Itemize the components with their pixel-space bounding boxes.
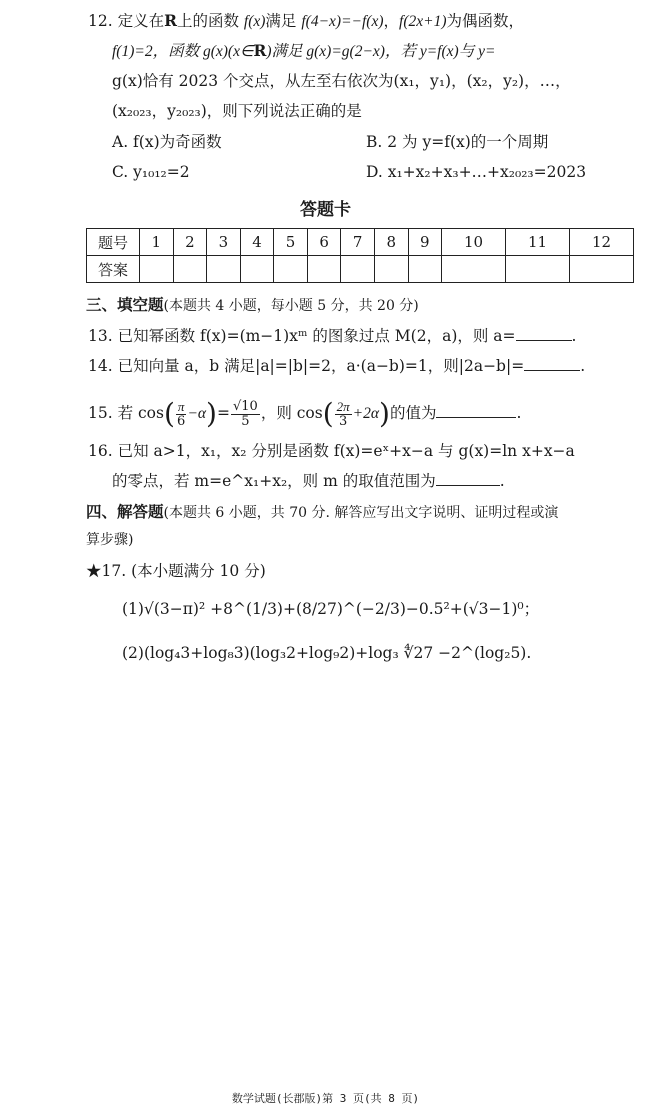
answer-cell[interactable] [569,256,633,283]
q12-text: 满足 [265,12,302,30]
q14-answer-blank[interactable] [524,356,580,371]
q12-text: g(x)恰有 2023 个交点，从左至右依次为(x₁，y₁)，(x₂，y₂)，…， [112,72,571,90]
q12-line1 [88,10,524,33]
numerator: π [177,398,185,414]
number-cell: 4 [240,229,274,256]
answer-cell[interactable] [240,256,274,283]
q13 [88,325,576,347]
section-title: 三、填空题 [86,295,164,314]
q12-line4 [112,100,362,122]
option-text: A. f(x)为奇函数 [112,133,222,151]
q12-text: (x₂₀₂₃，y₂₀₂₃)，则下列说法正确的是 [112,102,362,120]
q12-option-c [112,161,190,183]
q12-option-a [112,131,222,153]
answer-cell[interactable] [274,256,308,283]
q16-text: 的零点，若 m=e^x₁+x₂，则 m 的取值范围为 [112,472,436,490]
q13-end: . [571,327,577,345]
number-cell: 7 [341,229,375,256]
q14 [88,355,585,377]
q17-part2-expr: (2)(log₄3+log₈3)(log₃2+log₉2)+log₃ ∜27 −2^(log₂5). [122,644,532,662]
answer-cell[interactable] [506,256,570,283]
number-cell: 3 [207,229,241,256]
q15 [88,396,521,430]
q12-set-R: R [253,41,267,60]
q15-text: ，则 cos [260,404,323,422]
row-label: 题号 [87,229,140,256]
q15-fraction-sqrt10-5 [231,400,260,429]
q12-text: ， [383,12,400,30]
section4-note-line2 [86,529,133,551]
number-cell: 5 [274,229,308,256]
q12-text: 为偶函数， [446,12,525,30]
q17-text: ★17. (本小题满分 10 分) [86,562,266,580]
q15-fraction-2pi-3 [335,400,352,429]
q16-line2 [112,470,505,492]
denominator: 5 [241,413,250,429]
option-text: C. y₁₀₁₂=2 [112,163,190,181]
section-note: (本题共 6 小题，共 70 分. 解答应写出文字说明、证明过程或演 [163,505,559,521]
answer-card-answer-row [87,256,634,283]
q14-text: 14. 已知向量 a，b 满足|a|=|b|=2，a·(a−b)=1，则|2a−b|= [88,357,525,375]
q15-text: +2α [352,405,380,422]
denominator: 3 [339,413,348,429]
q12-condition: f(4−x)=−f(x) [301,13,384,30]
section4-heading [86,501,558,524]
number-cell: 11 [506,229,570,256]
answer-cell[interactable] [173,256,207,283]
section-note: 算步骤) [86,532,134,548]
q15-text: 15. 若 cos [88,404,164,422]
answer-card-number-row [87,229,634,256]
q12-func: f(x) [243,13,266,30]
q15-fraction-pi-6 [176,400,187,429]
q12-condition: f(2x+1) [399,13,447,30]
paren: ) [206,397,217,430]
paren: ) [379,397,390,430]
numerator: √10 [232,398,258,414]
section-title: 四、解答题 [86,502,164,521]
number-cell: 8 [374,229,408,256]
answer-cell[interactable] [442,256,506,283]
paren: ( [322,397,334,430]
number-cell: 10 [442,229,506,256]
q17-part2 [122,642,531,664]
paren: ( [163,397,175,430]
answer-cell[interactable] [207,256,241,283]
answer-cell[interactable] [374,256,408,283]
q12-text: 12. 定义在 [88,12,165,30]
answer-card-table [86,228,634,283]
q16-answer-blank[interactable] [436,471,500,486]
option-text: D. x₁+x₂+x₃+…+x₂₀₂₃=2023 [366,163,587,181]
number-cell: 6 [307,229,341,256]
page-footer: 数学试题(长郡版)第 3 页(共 8 页) [231,1092,420,1105]
q15-text: 的值为 [389,404,437,422]
q16-text: 16. 已知 a>1，x₁，x₂ 分别是函数 f(x)=eˣ+x−a 与 g(x)=ln x+x−a [88,442,575,460]
option-text: B. 2 为 y=f(x)的一个周期 [366,133,549,151]
q12-set-R: R [164,11,177,30]
number-cell: 2 [173,229,207,256]
q14-end: . [580,357,586,375]
q15-answer-blank[interactable] [436,403,516,418]
q16-line1 [88,440,575,462]
q12-text: 上的函数 [176,12,244,30]
q12-text: )满足 g(x)=g(2−x)，若 y=f(x)与 y= [266,43,496,60]
answer-cell[interactable] [341,256,375,283]
q17-part1 [122,598,539,620]
answer-cell[interactable] [408,256,442,283]
q16-end: . [499,472,505,490]
section3-heading [86,294,419,317]
row-label: 答案 [87,256,140,283]
q12-option-b [366,131,548,153]
denominator: 6 [177,413,186,429]
numerator: 2π [336,398,350,414]
q17-part1-expr: (1)√(3−π)² +8^(1/3)+(8/27)^(−2/3)−0.5²+(√3−1)⁰； [122,600,540,618]
q13-answer-blank[interactable] [516,326,572,341]
number-cell: 9 [408,229,442,256]
q17-title [86,560,266,582]
q12-line2 [112,40,495,63]
q12-line3 [112,70,571,92]
answer-cell[interactable] [307,256,341,283]
number-cell: 12 [569,229,633,256]
number-cell: 1 [140,229,174,256]
q15-text: −α [187,405,207,422]
q15-text: = [216,404,230,422]
q12-option-d [366,161,586,183]
section-note: (本题共 4 小题，每小题 5 分，共 20 分) [163,298,419,314]
q15-end: . [516,404,522,422]
q13-text: 13. 已知幂函数 f(x)=(m−1)xᵐ 的图象过点 M(2，a)，则 a= [88,327,516,345]
answer-cell[interactable] [140,256,174,283]
answer-card-title: 答题卡 [300,200,351,220]
q12-text: f(1)=2，函数 g(x)(x∈ [112,43,254,60]
